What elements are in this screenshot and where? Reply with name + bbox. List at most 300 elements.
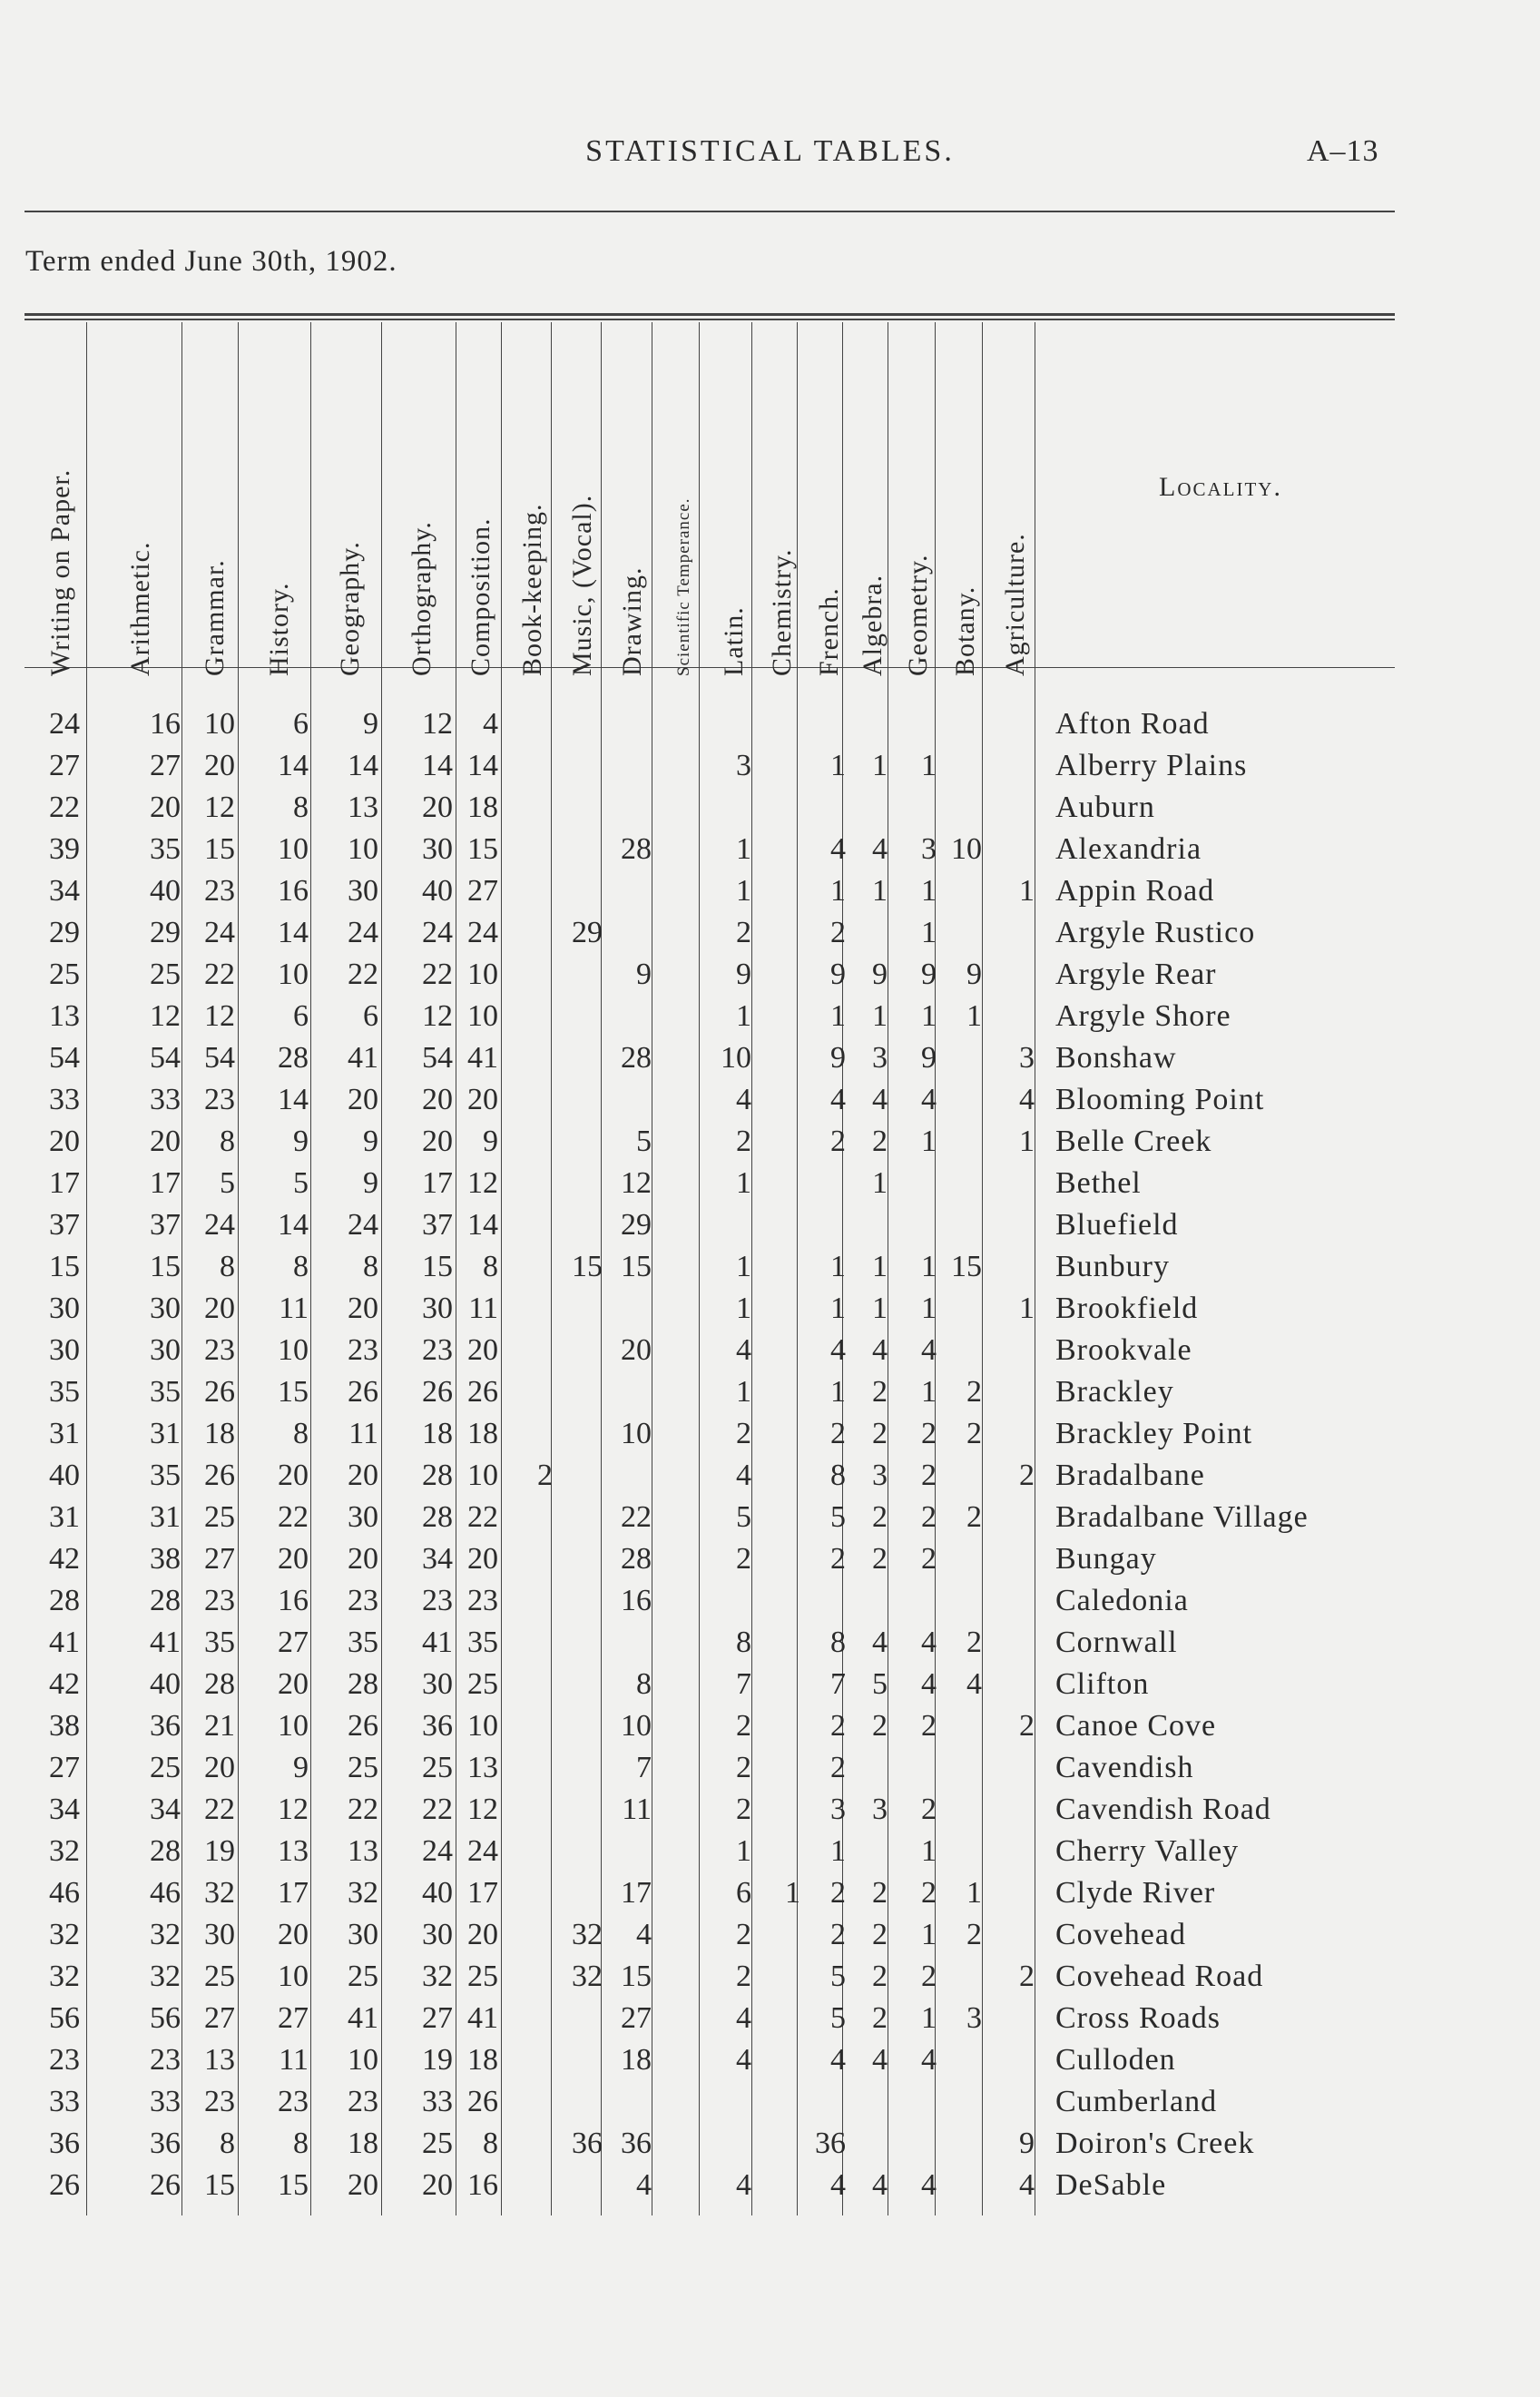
table-cell: 32 xyxy=(572,1960,603,1993)
table-cell: 2 xyxy=(872,1542,888,1576)
table-cell: 1 xyxy=(966,999,982,1033)
table-cell: 9 xyxy=(363,1125,378,1158)
table-cell: 20 xyxy=(278,1667,309,1701)
table-cell: 12 xyxy=(467,1793,498,1826)
column-header: Music, (Vocal). xyxy=(567,494,597,676)
table-cell: 11 xyxy=(622,1793,652,1826)
table-cell: 4 xyxy=(636,1918,652,1951)
table-cell: 20 xyxy=(422,791,453,824)
table-cell: 3 xyxy=(736,749,751,782)
table-cell: 25 xyxy=(204,1960,235,1993)
table-cell: 5 xyxy=(293,1166,309,1200)
table-cell: 2 xyxy=(736,1417,751,1450)
table-cell: 20 xyxy=(467,1333,498,1367)
table-cell: 27 xyxy=(49,1751,80,1784)
table-cell: 23 xyxy=(204,2085,235,2118)
table-top-rule-second xyxy=(25,319,1395,320)
table-cell: 16 xyxy=(150,707,181,741)
table-cell: 9 xyxy=(293,1125,309,1158)
table-cell: 15 xyxy=(49,1250,80,1283)
locality-name: Clifton xyxy=(1055,1667,1150,1701)
table-cell: 19 xyxy=(422,2043,453,2077)
table-cell: 23 xyxy=(278,2085,309,2118)
table-cell: 33 xyxy=(422,2085,453,2118)
table-cell: 14 xyxy=(467,1208,498,1242)
table-cell: 10 xyxy=(621,1709,652,1743)
table-cell: 1 xyxy=(921,1250,937,1283)
table-cell: 25 xyxy=(467,1667,498,1701)
table-cell: 20 xyxy=(422,1083,453,1116)
locality-name: Appin Road xyxy=(1055,874,1215,908)
table-cell: 23 xyxy=(422,1584,453,1617)
locality-name: DeSable xyxy=(1055,2168,1167,2202)
table-cell: 20 xyxy=(150,1125,181,1158)
table-cell: 17 xyxy=(278,1876,309,1910)
table-cell: 20 xyxy=(204,1292,235,1325)
table-cell: 22 xyxy=(467,1500,498,1534)
table-row xyxy=(0,1622,1540,1664)
table-cell: 30 xyxy=(422,1918,453,1951)
table-cell: 23 xyxy=(204,1083,235,1116)
table-cell: 1 xyxy=(1019,874,1035,908)
table-cell: 10 xyxy=(204,707,235,741)
table-cell: 2 xyxy=(921,1542,937,1576)
locality-name: Cross Roads xyxy=(1055,2001,1221,2035)
table-cell: 10 xyxy=(467,958,498,991)
table-cell: 20 xyxy=(348,1083,378,1116)
table-cell: 8 xyxy=(830,1459,846,1492)
table-cell: 4 xyxy=(966,1667,982,1701)
table-cell: 2 xyxy=(1019,1960,1035,1993)
table-cell: 5 xyxy=(830,1500,846,1534)
table-cell: 9 xyxy=(872,958,888,991)
table-cell: 2 xyxy=(872,1500,888,1534)
table-cell: 40 xyxy=(422,1876,453,1910)
table-cell: 41 xyxy=(467,1041,498,1075)
locality-name: Bethel xyxy=(1055,1166,1142,1200)
table-cell: 3 xyxy=(921,832,937,866)
table-cell: 26 xyxy=(204,1375,235,1409)
table-cell: 18 xyxy=(467,791,498,824)
locality-name: Belle Creek xyxy=(1055,1125,1212,1158)
table-cell: 24 xyxy=(348,916,378,949)
table-cell: 9 xyxy=(921,1041,937,1075)
table-cell: 28 xyxy=(204,1667,235,1701)
table-cell: 32 xyxy=(49,1918,80,1951)
table-cell: 29 xyxy=(150,916,181,949)
table-cell: 1 xyxy=(872,874,888,908)
table-cell: 40 xyxy=(422,874,453,908)
table-row xyxy=(0,1664,1540,1705)
table-row xyxy=(0,1747,1540,1789)
table-cell: 27 xyxy=(204,2001,235,2035)
table-cell: 3 xyxy=(872,1041,888,1075)
table-cell: 22 xyxy=(49,791,80,824)
table-cell: 3 xyxy=(966,2001,982,2035)
table-cell: 34 xyxy=(422,1542,453,1576)
table-cell: 16 xyxy=(278,874,309,908)
table-cell: 20 xyxy=(422,2168,453,2202)
column-header: French. xyxy=(813,587,844,676)
table-row xyxy=(0,703,1540,745)
table-row xyxy=(0,1497,1540,1538)
table-cell: 41 xyxy=(348,1041,378,1075)
table-cell: 1 xyxy=(921,1918,937,1951)
table-row xyxy=(0,1413,1540,1455)
table-row xyxy=(0,745,1540,787)
table-cell: 20 xyxy=(467,1918,498,1951)
table-cell: 56 xyxy=(150,2001,181,2035)
table-cell: 41 xyxy=(348,2001,378,2035)
table-cell: 4 xyxy=(830,1083,846,1116)
table-cell: 20 xyxy=(467,1542,498,1576)
table-cell: 22 xyxy=(422,1793,453,1826)
table-cell: 23 xyxy=(204,874,235,908)
table-cell: 16 xyxy=(621,1584,652,1617)
locality-name: Argyle Rear xyxy=(1055,958,1217,991)
table-cell: 12 xyxy=(422,999,453,1033)
table-cell: 4 xyxy=(921,1083,937,1116)
table-cell: 42 xyxy=(49,1542,80,1576)
table-cell: 2 xyxy=(736,916,751,949)
table-cell: 30 xyxy=(49,1333,80,1367)
table-cell: 25 xyxy=(150,958,181,991)
table-cell: 32 xyxy=(572,1918,603,1951)
table-cell: 26 xyxy=(467,2085,498,2118)
locality-name: Bluefield xyxy=(1055,1208,1179,1242)
locality-name: Doiron's Creek xyxy=(1055,2127,1255,2160)
table-cell: 7 xyxy=(830,1667,846,1701)
table-cell: 10 xyxy=(467,1459,498,1492)
table-cell: 28 xyxy=(348,1667,378,1701)
table-cell: 1 xyxy=(736,1250,751,1283)
table-cell: 2 xyxy=(921,1876,937,1910)
table-cell: 30 xyxy=(348,874,378,908)
table-cell: 1 xyxy=(736,1375,751,1409)
table-cell: 5 xyxy=(220,1166,235,1200)
table-cell: 2 xyxy=(537,1459,553,1492)
table-cell: 24 xyxy=(422,916,453,949)
column-header: Agriculture. xyxy=(999,533,1030,676)
table-cell: 27 xyxy=(49,749,80,782)
table-cell: 54 xyxy=(204,1041,235,1075)
locality-name: Covehead xyxy=(1055,1918,1186,1951)
table-cell: 1 xyxy=(830,1375,846,1409)
table-cell: 36 xyxy=(572,2127,603,2160)
table-cell: 4 xyxy=(736,2168,751,2202)
table-top-rule xyxy=(25,313,1395,316)
table-cell: 30 xyxy=(348,1500,378,1534)
table-cell: 14 xyxy=(278,916,309,949)
table-cell: 27 xyxy=(278,2001,309,2035)
table-cell: 22 xyxy=(621,1500,652,1534)
table-cell: 23 xyxy=(348,1333,378,1367)
table-cell: 12 xyxy=(467,1166,498,1200)
table-cell: 7 xyxy=(736,1667,751,1701)
table-cell: 8 xyxy=(736,1626,751,1659)
table-cell: 2 xyxy=(872,1709,888,1743)
table-row xyxy=(0,1789,1540,1831)
table-cell: 14 xyxy=(278,749,309,782)
table-cell: 2 xyxy=(830,1918,846,1951)
table-cell: 2 xyxy=(736,1542,751,1576)
table-cell: 40 xyxy=(150,874,181,908)
locality-name: Auburn xyxy=(1055,791,1155,824)
column-header: Composition. xyxy=(465,517,495,676)
table-row xyxy=(0,1371,1540,1413)
table-cell: 5 xyxy=(636,1125,652,1158)
table-cell: 18 xyxy=(422,1417,453,1450)
locality-name: Bonshaw xyxy=(1055,1041,1177,1075)
table-cell: 34 xyxy=(49,1793,80,1826)
table-cell: 4 xyxy=(830,1333,846,1367)
table-row xyxy=(0,996,1540,1037)
table-cell: 41 xyxy=(467,2001,498,2035)
table-cell: 8 xyxy=(636,1667,652,1701)
table-cell: 31 xyxy=(49,1500,80,1534)
table-cell: 2 xyxy=(966,1918,982,1951)
table-cell: 20 xyxy=(150,791,181,824)
table-row xyxy=(0,1163,1540,1204)
table-cell: 41 xyxy=(422,1626,453,1659)
table-cell: 32 xyxy=(150,1960,181,1993)
table-cell: 22 xyxy=(422,958,453,991)
table-cell: 24 xyxy=(204,916,235,949)
table-cell: 33 xyxy=(150,1083,181,1116)
table-cell: 22 xyxy=(348,958,378,991)
table-cell: 46 xyxy=(150,1876,181,1910)
table-cell: 1 xyxy=(785,1876,800,1910)
table-cell: 35 xyxy=(204,1626,235,1659)
column-header: Grammar. xyxy=(200,559,230,676)
table-cell: 11 xyxy=(279,2043,309,2077)
table-row xyxy=(0,2165,1540,2206)
locality-name: Alberry Plains xyxy=(1055,749,1248,782)
table-cell: 20 xyxy=(204,1751,235,1784)
table-cell: 40 xyxy=(150,1667,181,1701)
table-cell: 1 xyxy=(736,832,751,866)
table-cell: 2 xyxy=(830,916,846,949)
table-cell: 26 xyxy=(49,2168,80,2202)
locality-name: Cavendish xyxy=(1055,1751,1194,1784)
table-cell: 28 xyxy=(422,1500,453,1534)
table-cell: 1 xyxy=(872,999,888,1033)
locality-name: Bradalbane xyxy=(1055,1459,1205,1492)
table-cell: 2 xyxy=(736,1709,751,1743)
table-row xyxy=(0,1998,1540,2039)
locality-name: Brookfield xyxy=(1055,1292,1199,1325)
table-cell: 1 xyxy=(1019,1125,1035,1158)
table-cell: 31 xyxy=(49,1417,80,1450)
table-row xyxy=(0,1956,1540,1998)
table-cell: 27 xyxy=(150,749,181,782)
table-cell: 10 xyxy=(348,832,378,866)
table-cell: 23 xyxy=(422,1333,453,1367)
table-cell: 1 xyxy=(966,1876,982,1910)
table-cell: 16 xyxy=(278,1584,309,1617)
table-cell: 26 xyxy=(348,1375,378,1409)
table-cell: 10 xyxy=(721,1041,751,1075)
table-cell: 30 xyxy=(422,832,453,866)
table-cell: 28 xyxy=(150,1584,181,1617)
table-cell: 23 xyxy=(204,1333,235,1367)
table-row xyxy=(0,1580,1540,1622)
table-cell: 2 xyxy=(921,1417,937,1450)
table-cell: 7 xyxy=(636,1751,652,1784)
table-cell: 2 xyxy=(830,1751,846,1784)
table-cell: 46 xyxy=(49,1876,80,1910)
locality-name: Brackley Point xyxy=(1055,1417,1253,1450)
table-cell: 4 xyxy=(872,1626,888,1659)
table-cell: 41 xyxy=(150,1626,181,1659)
table-cell: 30 xyxy=(422,1292,453,1325)
table-cell: 4 xyxy=(483,707,498,741)
table-cell: 15 xyxy=(422,1250,453,1283)
table-cell: 4 xyxy=(872,1333,888,1367)
locality-name: Canoe Cove xyxy=(1055,1709,1217,1743)
table-cell: 17 xyxy=(467,1876,498,1910)
table-cell: 35 xyxy=(150,832,181,866)
table-cell: 10 xyxy=(278,1709,309,1743)
table-cell: 10 xyxy=(348,2043,378,2077)
table-cell: 9 xyxy=(293,1751,309,1784)
table-cell: 12 xyxy=(204,791,235,824)
table-cell: 8 xyxy=(483,2127,498,2160)
table-cell: 18 xyxy=(621,2043,652,2077)
table-cell: 2 xyxy=(921,1793,937,1826)
table-cell: 15 xyxy=(204,832,235,866)
locality-name: Cumberland xyxy=(1055,2085,1218,2118)
table-cell: 3 xyxy=(830,1793,846,1826)
table-cell: 25 xyxy=(422,2127,453,2160)
table-cell: 22 xyxy=(348,1793,378,1826)
table-cell: 8 xyxy=(830,1626,846,1659)
table-cell: 1 xyxy=(830,1250,846,1283)
table-cell: 28 xyxy=(150,1834,181,1868)
table-cell: 23 xyxy=(467,1584,498,1617)
table-cell: 25 xyxy=(422,1751,453,1784)
table-cell: 20 xyxy=(278,1542,309,1576)
table-row xyxy=(0,1246,1540,1288)
table-cell: 23 xyxy=(348,1584,378,1617)
table-cell: 2 xyxy=(736,1125,751,1158)
table-cell: 1 xyxy=(921,749,937,782)
table-cell: 1 xyxy=(872,1250,888,1283)
table-cell: 56 xyxy=(49,2001,80,2035)
table-cell: 2 xyxy=(872,1960,888,1993)
table-cell: 28 xyxy=(49,1584,80,1617)
table-cell: 33 xyxy=(150,2085,181,2118)
table-cell: 4 xyxy=(736,1333,751,1367)
table-cell: 5 xyxy=(736,1500,751,1534)
table-cell: 15 xyxy=(621,1250,652,1283)
table-cell: 35 xyxy=(467,1626,498,1659)
table-cell: 18 xyxy=(204,1417,235,1450)
table-cell: 4 xyxy=(736,1459,751,1492)
table-cell: 8 xyxy=(220,1250,235,1283)
table-cell: 2 xyxy=(921,1459,937,1492)
table-cell: 2 xyxy=(1019,1459,1035,1492)
table-cell: 31 xyxy=(150,1417,181,1450)
locality-name: Clyde River xyxy=(1055,1876,1216,1910)
table-cell: 1 xyxy=(736,874,751,908)
table-cell: 9 xyxy=(921,958,937,991)
table-cell: 10 xyxy=(467,1709,498,1743)
locality-name: Afton Road xyxy=(1055,707,1210,741)
table-cell: 1 xyxy=(1019,1292,1035,1325)
table-cell: 27 xyxy=(204,1542,235,1576)
table-cell: 8 xyxy=(293,1250,309,1283)
table-cell: 4 xyxy=(872,1083,888,1116)
table-cell: 4 xyxy=(921,2168,937,2202)
table-cell: 9 xyxy=(636,958,652,991)
table-cell: 25 xyxy=(467,1960,498,1993)
locality-name: Covehead Road xyxy=(1055,1960,1264,1993)
table-cell: 3 xyxy=(872,1459,888,1492)
table-cell: 10 xyxy=(621,1417,652,1450)
table-row xyxy=(0,1037,1540,1079)
column-header: History. xyxy=(263,582,294,676)
table-subtitle: Term ended June 30th, 1902. xyxy=(25,245,397,278)
table-cell: 33 xyxy=(49,2085,80,2118)
table-cell: 24 xyxy=(467,916,498,949)
table-cell: 13 xyxy=(348,791,378,824)
table-row xyxy=(0,1705,1540,1747)
table-cell: 20 xyxy=(467,1083,498,1116)
column-header: Writing on Paper. xyxy=(44,468,75,676)
table-cell: 1 xyxy=(872,749,888,782)
table-row xyxy=(0,787,1540,829)
table-cell: 20 xyxy=(278,1459,309,1492)
table-cell: 1 xyxy=(736,999,751,1033)
table-cell: 32 xyxy=(150,1918,181,1951)
table-cell: 1 xyxy=(921,1125,937,1158)
table-cell: 14 xyxy=(467,749,498,782)
locality-name: Alexandria xyxy=(1055,832,1202,866)
table-cell: 6 xyxy=(293,707,309,741)
column-header: Drawing. xyxy=(616,566,647,676)
locality-name: Culloden xyxy=(1055,2043,1176,2077)
table-cell: 2 xyxy=(872,1918,888,1951)
table-cell: 25 xyxy=(49,958,80,991)
table-cell: 19 xyxy=(204,1834,235,1868)
table-cell: 15 xyxy=(621,1960,652,1993)
table-cell: 31 xyxy=(150,1500,181,1534)
table-cell: 1 xyxy=(921,1292,937,1325)
table-cell: 27 xyxy=(467,874,498,908)
table-cell: 36 xyxy=(150,1709,181,1743)
table-cell: 36 xyxy=(422,1709,453,1743)
table-cell: 4 xyxy=(1019,1083,1035,1116)
table-cell: 22 xyxy=(204,1793,235,1826)
table-cell: 15 xyxy=(467,832,498,866)
table-row xyxy=(0,1288,1540,1330)
table-cell: 1 xyxy=(921,999,937,1033)
table-cell: 30 xyxy=(204,1918,235,1951)
table-cell: 1 xyxy=(736,1166,751,1200)
table-cell: 4 xyxy=(636,2168,652,2202)
table-cell: 4 xyxy=(830,2168,846,2202)
table-cell: 24 xyxy=(49,707,80,741)
table-cell: 2 xyxy=(921,1709,937,1743)
locality-name: Bunbury xyxy=(1055,1250,1170,1283)
table-cell: 37 xyxy=(422,1208,453,1242)
table-row xyxy=(0,1872,1540,1914)
table-cell: 1 xyxy=(921,2001,937,2035)
table-cell: 10 xyxy=(278,832,309,866)
table-cell: 21 xyxy=(204,1709,235,1743)
table-cell: 11 xyxy=(279,1292,309,1325)
